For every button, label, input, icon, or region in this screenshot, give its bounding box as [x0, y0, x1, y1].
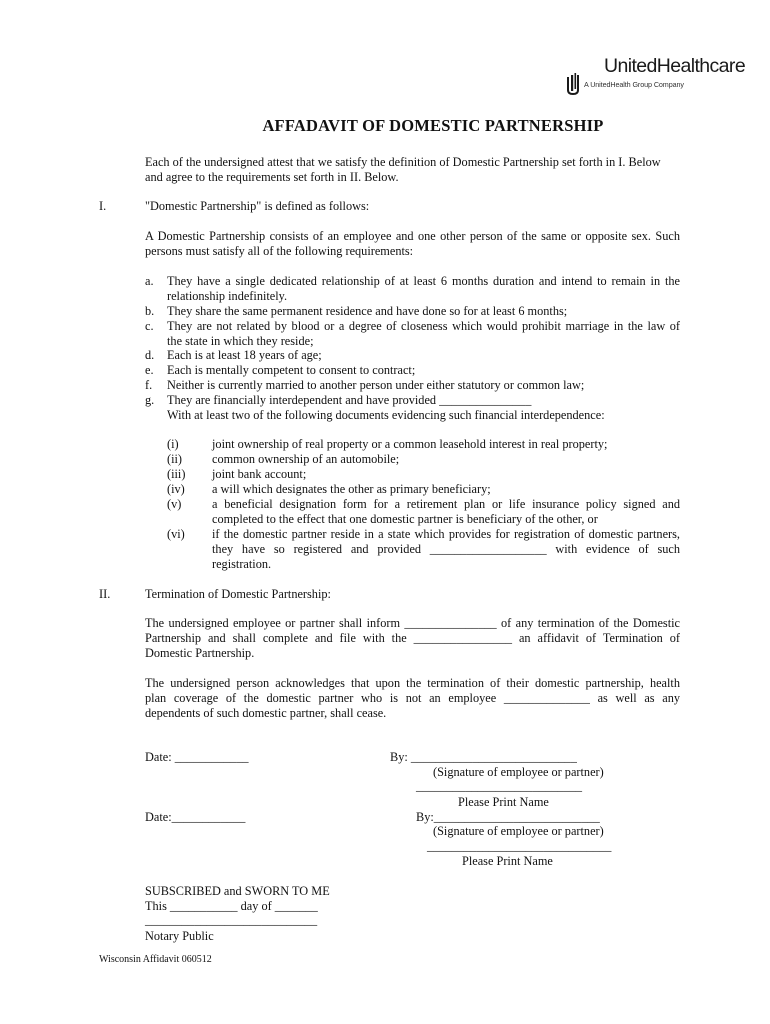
- doc-text: registration.: [212, 557, 272, 571]
- section-2-para-2-line-3: dependents of such domestic partner, shall cease.: [145, 706, 387, 720]
- sworn-heading: SUBSCRIBED and SWORN TO ME: [145, 884, 330, 898]
- section-2-para-1-line-2: Partnership and shall complete and file with the ________________ an affidavit of Termination of: [145, 631, 680, 645]
- brand-tagline: A UnitedHealth Group Company: [584, 80, 684, 89]
- item-letter: g.: [145, 393, 155, 407]
- doc-text: joint ownership of real property or a common leasehold interest in real property;: [212, 437, 608, 451]
- notary-signature-line[interactable]: ____________________________: [145, 913, 318, 927]
- item-letter: c.: [145, 319, 154, 333]
- form-footer-id: Wisconsin Affidavit 060512: [99, 954, 212, 965]
- section-1-para-line-1: A Domestic Partnership consists of an employee and one other person of the same or opposite sex. Such: [145, 229, 680, 243]
- doc-text: a beneficial designation form for a retirement plan or life insurance policy signed and: [212, 497, 680, 511]
- date-field-2[interactable]: Date:____________: [145, 810, 246, 824]
- item-letter: d.: [145, 348, 155, 362]
- item-letter: e.: [145, 363, 154, 377]
- document-title: AFFADAVIT OF DOMESTIC PARTNERSHIP: [262, 116, 604, 135]
- item-text: Each is at least 18 years of age;: [167, 348, 322, 362]
- section-2-para-2-line-1: The undersigned person acknowledges that upon the termination of their domestic partnership, health: [145, 676, 680, 690]
- signature-caption-1: (Signature of employee or partner): [433, 765, 604, 779]
- intro-line-2: and agree to the requirements set forth in II. Below.: [145, 170, 399, 184]
- intro-line-1: Each of the undersigned attest that we satisfy the definition of Domestic Partnership set forth in I. Below: [145, 155, 661, 169]
- date-field-1[interactable]: Date: ____________: [145, 750, 249, 764]
- item-letter: b.: [145, 304, 155, 318]
- section-2-numeral: II.: [99, 587, 111, 601]
- item-text: They are not related by blood or a degree of closeness which would prohibit marriage in the law of: [167, 319, 680, 333]
- doc-number: (v): [167, 497, 182, 511]
- doc-text: if the domestic partner reside in a state which provides for registration of domestic partners,: [212, 527, 680, 541]
- item-letter: f.: [145, 378, 153, 392]
- doc-number: (ii): [167, 452, 183, 466]
- doc-number: (i): [167, 437, 179, 451]
- signature-caption-2: (Signature of employee or partner): [433, 824, 604, 838]
- doc-text: joint bank account;: [212, 467, 307, 481]
- unitedhealth-u-mark-icon: [566, 73, 580, 95]
- item-letter: a.: [145, 274, 154, 288]
- section-1-numeral: I.: [99, 199, 107, 213]
- notary-day-field[interactable]: This ___________ day of _______: [145, 899, 318, 913]
- section-2-para-2-line-2: plan coverage of the domestic partner who is not an employee ______________ as well as any: [145, 691, 680, 705]
- section-2-heading: Termination of Domestic Partnership:: [145, 587, 331, 601]
- print-name-field-1[interactable]: ___________________________: [416, 779, 583, 793]
- item-text: With at least two of the following documents evidencing such financial interdependence:: [167, 408, 605, 422]
- item-text: Each is mentally competent to consent to contract;: [167, 363, 416, 377]
- signature-field-1[interactable]: By: ___________________________: [390, 750, 577, 764]
- doc-text: common ownership of an automobile;: [212, 452, 400, 466]
- item-text: Neither is currently married to another person under either statutory or common law;: [167, 378, 585, 392]
- section-2-para-1-line-3: Domestic Partnership.: [145, 646, 255, 660]
- item-text: They share the same permanent residence and have done so for at least 6 months;: [167, 304, 568, 318]
- item-text: They have a single dedicated relationship of at least 6 months duration and intend to remain in the: [167, 274, 680, 288]
- item-text: They are financially interdependent and have provided _______________: [167, 393, 532, 407]
- section-2-para-1-line-1: The undersigned employee or partner shall inform _______________ of any termination of the Domestic: [145, 616, 680, 630]
- print-name-caption-1: Please Print Name: [458, 795, 549, 809]
- section-1-heading: "Domestic Partnership" is defined as follows:: [145, 199, 370, 213]
- signature-field-2[interactable]: By:___________________________: [416, 810, 600, 824]
- doc-number: (iii): [167, 467, 186, 481]
- print-name-field-2[interactable]: ______________________________: [427, 839, 612, 853]
- doc-text: a will which designates the other as primary beneficiary;: [212, 482, 491, 496]
- item-text: the state in which they reside;: [167, 334, 314, 348]
- item-text: relationship indefinitely.: [167, 289, 288, 303]
- doc-text: they have so registered and provided ___________________ with evidence of such: [212, 542, 680, 556]
- doc-number: (iv): [167, 482, 185, 496]
- notary-label: Notary Public: [145, 929, 214, 943]
- doc-number: (vi): [167, 527, 185, 541]
- brand-name: UnitedHealthcare: [604, 55, 746, 77]
- doc-text: completed to the effect that one domestic partner is beneficiary of the other, or: [212, 512, 598, 526]
- section-1-para-line-2: persons must satisfy all of the following requirements:: [145, 244, 414, 258]
- print-name-caption-2: Please Print Name: [462, 854, 553, 868]
